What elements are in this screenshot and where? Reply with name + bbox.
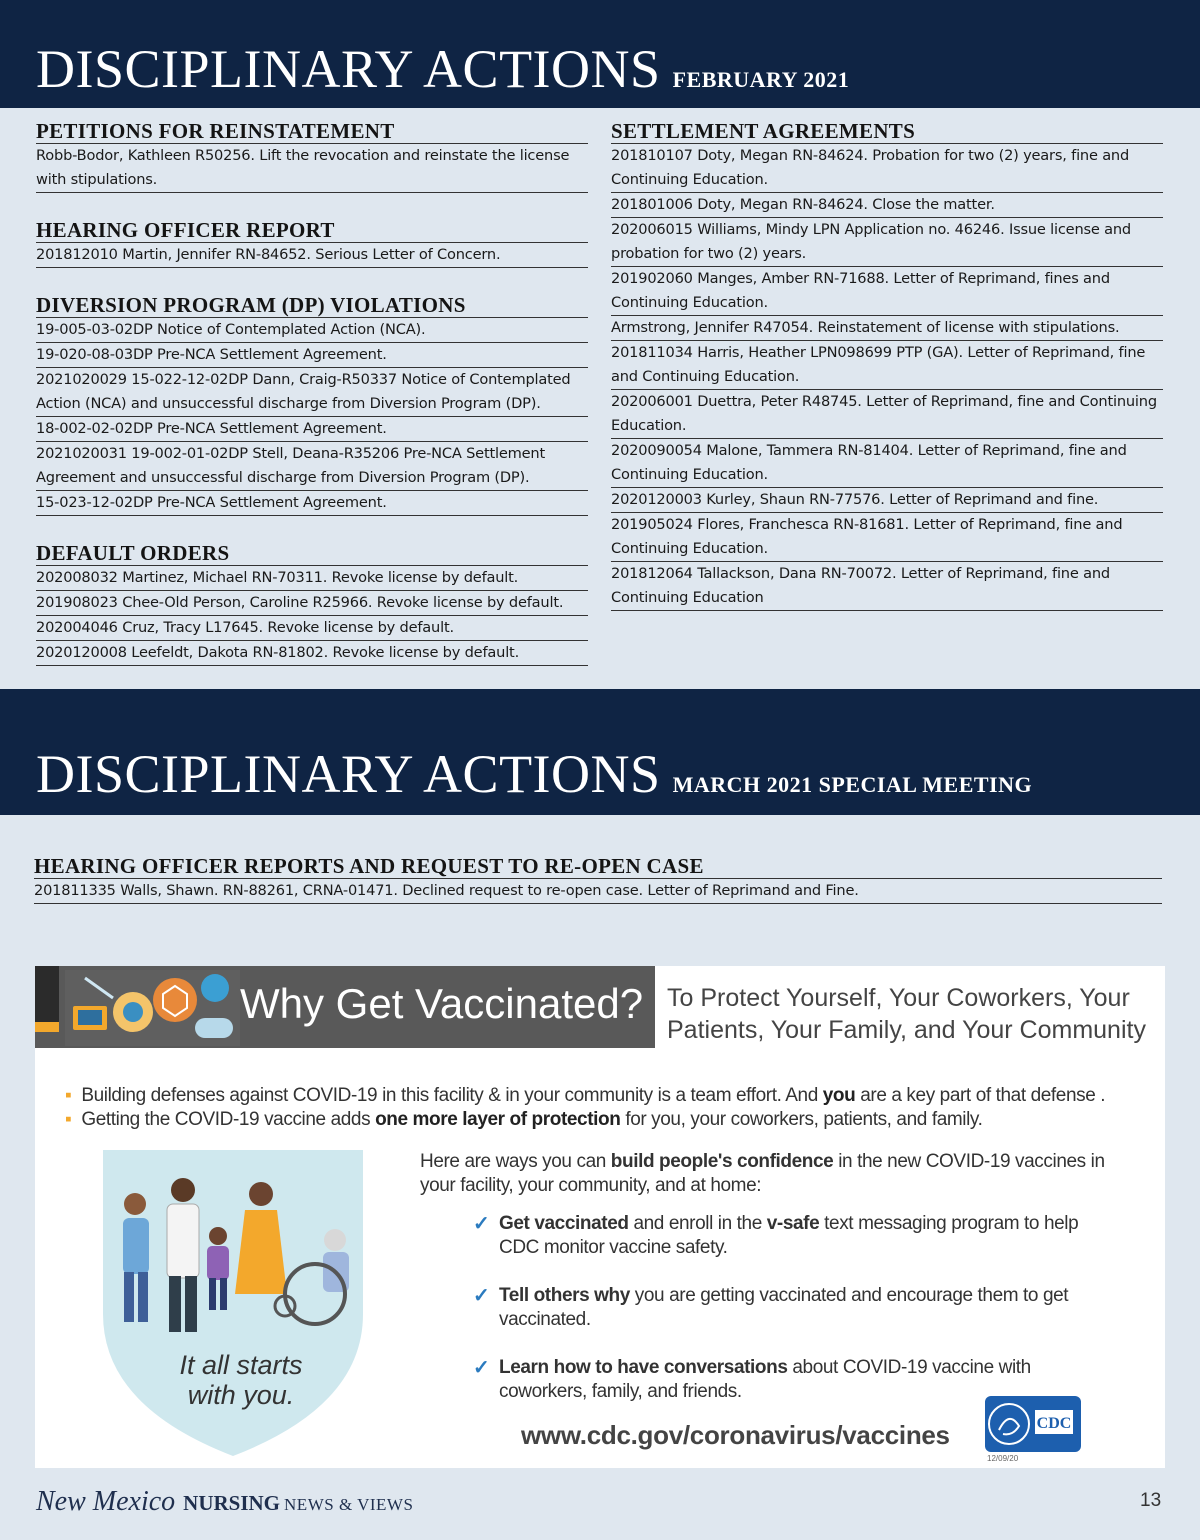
- logo-script: New Mexico: [36, 1486, 176, 1517]
- list-item: 19-020-08-03DP Pre-NCA Settlement Agreement.: [36, 343, 588, 368]
- flyer-intro: Here are ways you can build people's confidence in the new COVID-19 vaccines in your facility, your community, and at home:: [420, 1151, 1105, 1196]
- bullet-icon: ▪: [65, 1085, 72, 1106]
- checkmark-icon: ✓: [473, 1285, 490, 1307]
- list-item: 2021020031 19-002-01-02DP Stell, Deana-R35206 Pre-NCA Settlement Agreement and unsuccessful discharge from Diversion Program (DP).: [36, 442, 588, 491]
- list-item: 201810107 Doty, Megan RN-84624. Probation for two (2) years, fine and Continuing Education.: [611, 144, 1163, 193]
- list-item: 202006015 Williams, Mindy LPN Application no. 46246. Issue license and probation for two (2) years.: [611, 218, 1163, 267]
- list-item: 201812064 Tallackson, Dana RN-70072. Letter of Reprimand, fine and Continuing Education: [611, 562, 1163, 611]
- publication-logo: [36, 1486, 413, 1518]
- cdc-logo-icon: [985, 1396, 1081, 1452]
- section-heading-petitions: PETITIONS FOR REINSTATEMENT: [36, 120, 588, 144]
- section-heading-hearing-reopen: HEARING OFFICER REPORTS AND REQUEST TO RE-OPEN CASE: [34, 855, 1162, 879]
- cdc-logo-text: CDC: [1036, 1415, 1072, 1432]
- section-heading-hearing-officer: HEARING OFFICER REPORT: [36, 219, 588, 243]
- flyer-date: 12/09/20: [987, 1454, 1019, 1463]
- list-item: Robb-Bodor, Kathleen R50256. Lift the revocation and reinstate the license with stipulations.: [36, 144, 588, 193]
- cdc-url: www.cdc.gov/coronavirus/vaccines: [521, 1420, 950, 1450]
- flyer-subtitle: To Protect Yourself, Your Coworkers, Your Patients, Your Family, and Your Community: [667, 984, 1146, 1044]
- list-item: 201812010 Martin, Jennifer RN-84652. Serious Letter of Concern.: [36, 243, 588, 268]
- logo-news: NEWS & VIEWS: [284, 1495, 414, 1514]
- list-item: 202006001 Duettra, Peter R48745. Letter of Reprimand, fine and Continuing Education.: [611, 390, 1163, 439]
- section-heading-default-orders: DEFAULT ORDERS: [36, 542, 588, 566]
- left-column: [36, 120, 588, 666]
- list-item: 2020120003 Kurley, Shaun RN-77576. Letter of Reprimand and fine.: [611, 488, 1163, 513]
- checklist-item: ✓ Tell others why you are getting vaccinated and encourage them to get vaccinated.: [473, 1285, 1069, 1330]
- banner-subtitle: FEBRUARY 2021: [672, 67, 850, 92]
- list-item: 19-005-03-02DP Notice of Contemplated Action (NCA).: [36, 318, 588, 343]
- bullet-icon: ▪: [65, 1109, 72, 1130]
- right-column: [611, 120, 1163, 611]
- list-item: 201811034 Harris, Heather LPN098699 PTP (GA). Letter of Reprimand, fine and Continuing Education.: [611, 341, 1163, 390]
- logo-nursing: NURSING: [183, 1491, 281, 1515]
- list-item: 202008032 Martinez, Michael RN-70311. Revoke license by default.: [36, 566, 588, 591]
- checklist-item: ✓ Get vaccinated and enroll in the v-safe text messaging program to help CDC monitor vaccine safety.: [473, 1213, 1079, 1258]
- section-heading-settlement: SETTLEMENT AGREEMENTS: [611, 120, 1163, 144]
- bullet-item: ▪ Building defenses against COVID-19 in this facility & in your community is a team effort. And you are a key part of that defense .: [65, 1085, 1106, 1106]
- banner-title: DISCIPLINARY ACTIONS MARCH 2021 SPECIAL MEETING: [36, 744, 1033, 804]
- flyer-bullets: [65, 1084, 1155, 1132]
- list-item: 15-023-12-02DP Pre-NCA Settlement Agreement.: [36, 491, 588, 516]
- banner-subtitle: MARCH 2021 SPECIAL MEETING: [672, 772, 1033, 797]
- bullet-item: ▪ Getting the COVID-19 vaccine adds one more layer of protection for you, your coworkers, patients, and family.: [65, 1109, 983, 1130]
- list-item: 201908023 Chee-Old Person, Caroline R25966. Revoke license by default.: [36, 591, 588, 616]
- header-banner-february: [0, 0, 1200, 108]
- list-item: 2021020029 15-022-12-02DP Dann, Craig-R50337 Notice of Contemplated Action (NCA) and unsuccessful discharge from Diversion Program (DP).: [36, 368, 588, 417]
- people-shield-illustration: [103, 1144, 363, 1460]
- slogan-line-2: with you.: [187, 1380, 295, 1410]
- section-heading-diversion: DIVERSION PROGRAM (DP) VIOLATIONS: [36, 294, 588, 318]
- medical-icons-illustration: [65, 970, 240, 1046]
- banner-title: DISCIPLINARY ACTIONS FEBRUARY 2021: [36, 39, 850, 99]
- header-banner-march: [0, 689, 1200, 815]
- list-item: 2020120008 Leefeldt, Dakota RN-81802. Revoke license by default.: [36, 641, 588, 666]
- list-item: 2020090054 Malone, Tammera RN-81404. Letter of Reprimand, fine and Continuing Education.: [611, 439, 1163, 488]
- checklist-item: ✓ Learn how to have conversations about COVID-19 vaccine with coworkers, family, and friends.: [473, 1357, 1031, 1402]
- checkmark-icon: ✓: [473, 1213, 490, 1235]
- march-section: [34, 855, 1162, 904]
- accent-bar: [35, 1022, 59, 1032]
- vaccine-flyer: [35, 966, 1165, 1468]
- list-item: 201811335 Walls, Shawn. RN-88261, CRNA-01471. Declined request to re-open case. Letter of Reprimand and Fine.: [34, 879, 1162, 904]
- slogan-line-1: It all starts: [179, 1350, 303, 1380]
- list-item: 18-002-02-02DP Pre-NCA Settlement Agreement.: [36, 417, 588, 442]
- flyer-title: Why Get Vaccinated?: [240, 980, 644, 1027]
- page-number: 13: [1140, 1490, 1162, 1511]
- list-item: Armstrong, Jennifer R47054. Reinstatement of license with stipulations.: [611, 316, 1163, 341]
- list-item: 202004046 Cruz, Tracy L17645. Revoke license by default.: [36, 616, 588, 641]
- accent-bar: [35, 966, 59, 1022]
- list-item: 201902060 Manges, Amber RN-71688. Letter of Reprimand, fines and Continuing Education.: [611, 267, 1163, 316]
- list-item: 201905024 Flores, Franchesca RN-81681. Letter of Reprimand, fine and Continuing Education.: [611, 513, 1163, 562]
- list-item: 201801006 Doty, Megan RN-84624. Close the matter.: [611, 193, 1163, 218]
- checkmark-icon: ✓: [473, 1357, 490, 1379]
